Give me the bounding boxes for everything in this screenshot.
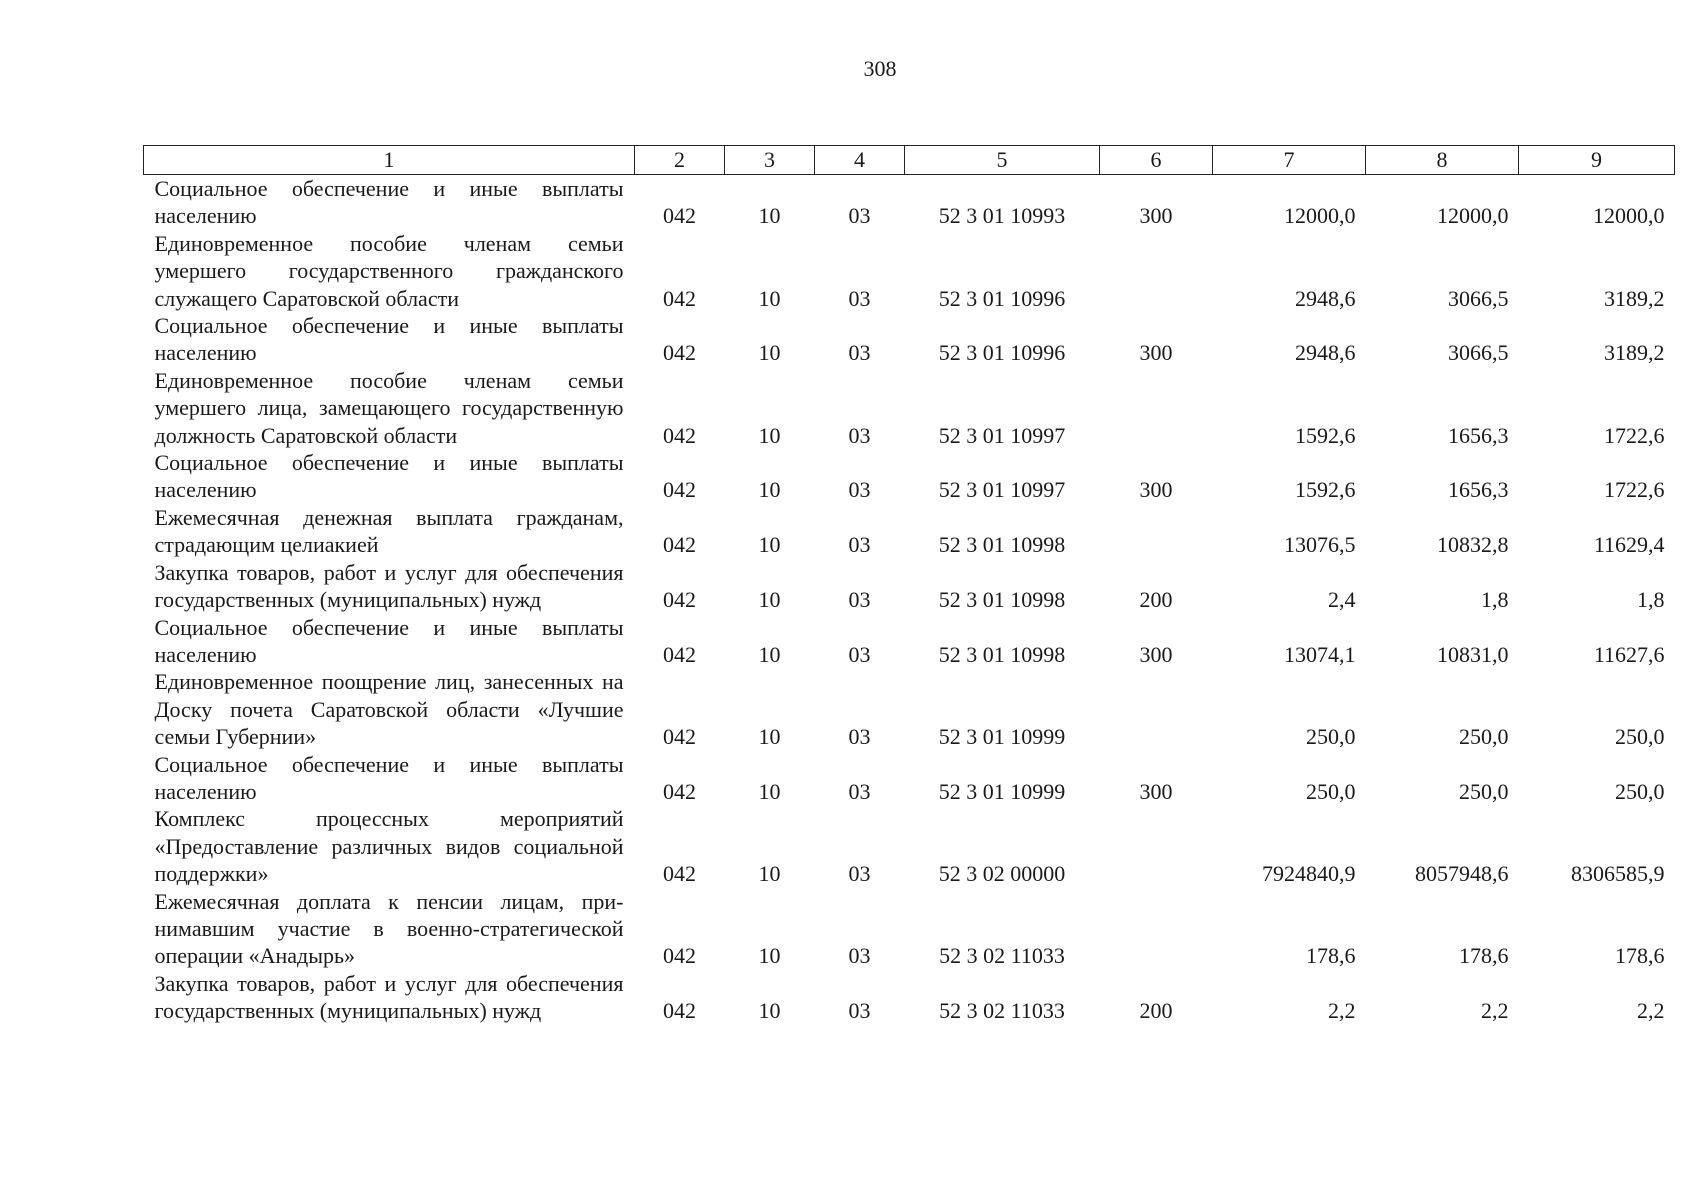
ministry-code: 042 xyxy=(663,861,696,887)
table-row xyxy=(144,449,1675,504)
table-row xyxy=(144,175,1675,230)
ministry-code: 042 xyxy=(663,203,696,229)
amount-year-1: 2,4 xyxy=(1328,587,1356,613)
section-code: 10 xyxy=(758,641,781,667)
column-header: 9 xyxy=(1519,146,1675,175)
table-row xyxy=(144,970,1675,1025)
table-row xyxy=(144,312,1675,367)
amount-year-1: 250,0 xyxy=(1306,778,1356,804)
target-article-code: 52 3 02 00000 xyxy=(938,861,1066,887)
table-row xyxy=(144,805,1675,887)
target-article-code: 52 3 01 10993 xyxy=(938,203,1066,229)
subsection-code: 03 xyxy=(848,998,871,1024)
target-article-code: 52 3 01 10998 xyxy=(938,532,1066,558)
ministry-code: 042 xyxy=(663,532,696,558)
item-name: Социальное обеспечение и иные выплаты населению xyxy=(154,176,624,229)
target-article-code: 52 3 01 10998 xyxy=(938,641,1066,667)
section-code: 10 xyxy=(758,724,781,750)
column-header: 7 xyxy=(1213,146,1366,175)
section-code: 10 xyxy=(758,998,781,1024)
item-name: Ежемесячная денежная выплата гражданам, страдающим целиакией xyxy=(154,504,624,558)
ministry-code: 042 xyxy=(663,422,696,448)
item-name: Ежемесячная доплата к пенсии лицам, принимавшим участие в военно-стратегической операции «Анадырь» xyxy=(154,888,624,969)
target-article-code: 52 3 02 11033 xyxy=(939,998,1065,1024)
subsection-code: 03 xyxy=(848,340,871,366)
table-row xyxy=(144,888,1675,970)
expense-type-code: 300 xyxy=(1139,477,1173,503)
subsection-code: 03 xyxy=(848,724,871,750)
subsection-code: 03 xyxy=(848,778,871,804)
subsection-code: 03 xyxy=(848,641,871,667)
ministry-code: 042 xyxy=(663,587,696,613)
amount-year-1: 2948,6 xyxy=(1295,285,1356,311)
section-code: 10 xyxy=(758,532,781,558)
item-name: Единовременное поощрение лиц, занесенных на Доску почета Саратовской области «Лучшие семьи Губернии» xyxy=(154,669,624,750)
section-code: 10 xyxy=(758,587,781,613)
amount-year-2: 3066,5 xyxy=(1448,285,1509,311)
subsection-code: 03 xyxy=(848,477,871,503)
subsection-code: 03 xyxy=(848,285,871,311)
expense-type-code: 200 xyxy=(1139,998,1173,1024)
column-header: 2 xyxy=(635,146,725,175)
amount-year-1: 13074,1 xyxy=(1284,641,1356,667)
amount-year-2: 10832,8 xyxy=(1437,532,1509,558)
page-number: 308 xyxy=(863,56,897,81)
ministry-code: 042 xyxy=(663,641,696,667)
subsection-code: 03 xyxy=(848,587,871,613)
column-header: 3 xyxy=(725,146,815,175)
table-row xyxy=(144,504,1675,559)
expense-type-code: 200 xyxy=(1139,587,1173,613)
amount-year-1: 2,2 xyxy=(1328,998,1356,1024)
expense-type-code: 300 xyxy=(1139,340,1173,366)
amount-year-2: 12000,0 xyxy=(1437,203,1509,229)
target-article-code: 52 3 01 10996 xyxy=(938,285,1066,311)
subsection-code: 03 xyxy=(848,203,871,229)
amount-year-1: 13076,5 xyxy=(1284,532,1356,558)
table-row xyxy=(144,230,1675,312)
column-header: 1 xyxy=(144,146,635,175)
amount-year-3: 1,8 xyxy=(1637,587,1665,613)
section-code: 10 xyxy=(758,861,781,887)
expense-type-code xyxy=(1100,668,1213,750)
ministry-code: 042 xyxy=(663,724,696,750)
ministry-code: 042 xyxy=(663,285,696,311)
target-article-code: 52 3 01 10997 xyxy=(938,477,1066,503)
expense-type-code xyxy=(1100,367,1213,449)
expense-type-code xyxy=(1100,230,1213,312)
subsection-code: 03 xyxy=(848,943,871,969)
item-name: Единовременное пособие членам семьи умершего государственного гражданского служащего Саратовской области xyxy=(154,230,624,311)
section-code: 10 xyxy=(758,422,781,448)
item-name: Закупка товаров, работ и услуг для обеспечения государственных (муниципальных) нужд xyxy=(154,559,624,613)
ministry-code: 042 xyxy=(663,943,696,969)
expense-type-code: 300 xyxy=(1139,641,1173,667)
column-header: 6 xyxy=(1100,146,1213,175)
table-row xyxy=(144,559,1675,614)
item-name: Единовременное пособие членам семьи умершего лица, замещающего государственную должность Саратовской области xyxy=(154,367,624,448)
amount-year-3: 8306585,9 xyxy=(1571,861,1665,887)
table-row xyxy=(144,751,1675,806)
column-header: 8 xyxy=(1366,146,1519,175)
amount-year-3: 12000,0 xyxy=(1593,203,1665,229)
amount-year-3: 2,2 xyxy=(1637,998,1665,1024)
amount-year-1: 250,0 xyxy=(1306,724,1356,750)
table-row xyxy=(144,367,1675,449)
subsection-code: 03 xyxy=(848,532,871,558)
column-header: 5 xyxy=(905,146,1100,175)
item-name: Социальное обеспечение и иные выплаты населению xyxy=(154,313,624,366)
amount-year-2: 1656,3 xyxy=(1448,422,1509,448)
amount-year-1: 178,6 xyxy=(1306,943,1356,969)
ministry-code: 042 xyxy=(663,998,696,1024)
item-name: Социальное обеспечение и иные выплаты населению xyxy=(154,751,624,804)
table-row xyxy=(144,668,1675,750)
amount-year-3: 3189,2 xyxy=(1604,285,1665,311)
amount-year-3: 1722,6 xyxy=(1604,422,1665,448)
amount-year-2: 3066,5 xyxy=(1448,340,1509,366)
section-code: 10 xyxy=(758,477,781,503)
amount-year-2: 1656,3 xyxy=(1448,477,1509,503)
amount-year-1: 7924840,9 xyxy=(1262,861,1356,887)
budget-table xyxy=(143,145,1675,1025)
expense-type-code xyxy=(1100,504,1213,559)
amount-year-2: 178,6 xyxy=(1459,943,1509,969)
column-header: 4 xyxy=(815,146,905,175)
amount-year-3: 178,6 xyxy=(1615,943,1665,969)
target-article-code: 52 3 02 11033 xyxy=(939,943,1065,969)
amount-year-1: 1592,6 xyxy=(1295,477,1356,503)
amount-year-3: 1722,6 xyxy=(1604,477,1665,503)
amount-year-2: 2,2 xyxy=(1481,998,1509,1024)
item-name: Социальное обеспечение и иные выплаты населению xyxy=(154,450,624,503)
column-number-header-row xyxy=(144,146,1675,175)
subsection-code: 03 xyxy=(848,861,871,887)
expense-type-code: 300 xyxy=(1139,778,1173,804)
amount-year-2: 250,0 xyxy=(1459,724,1509,750)
target-article-code: 52 3 01 10997 xyxy=(938,422,1066,448)
ministry-code: 042 xyxy=(663,778,696,804)
amount-year-2: 250,0 xyxy=(1459,778,1509,804)
amount-year-3: 3189,2 xyxy=(1604,340,1665,366)
amount-year-1: 12000,0 xyxy=(1284,203,1356,229)
section-code: 10 xyxy=(758,285,781,311)
amount-year-2: 8057948,6 xyxy=(1415,861,1509,887)
target-article-code: 52 3 01 10999 xyxy=(938,724,1066,750)
expense-type-code xyxy=(1100,888,1213,970)
amount-year-2: 1,8 xyxy=(1481,587,1509,613)
target-article-code: 52 3 01 10996 xyxy=(938,340,1066,366)
amount-year-3: 11629,4 xyxy=(1593,532,1665,558)
amount-year-3: 11627,6 xyxy=(1593,641,1665,667)
target-article-code: 52 3 01 10999 xyxy=(938,778,1066,804)
section-code: 10 xyxy=(758,943,781,969)
amount-year-1: 1592,6 xyxy=(1295,422,1356,448)
target-article-code: 52 3 01 10998 xyxy=(938,587,1066,613)
ministry-code: 042 xyxy=(663,477,696,503)
ministry-code: 042 xyxy=(663,340,696,366)
section-code: 10 xyxy=(758,203,781,229)
expense-type-code xyxy=(1100,805,1213,887)
amount-year-3: 250,0 xyxy=(1615,778,1665,804)
item-name: Закупка товаров, работ и услуг для обеспечения государственных (муниципальных) нужд xyxy=(154,970,624,1024)
item-name: Комплекс процессных мероприятий «Предоставление различных видов социальной поддержки» xyxy=(154,806,624,887)
table-row xyxy=(144,614,1675,669)
section-code: 10 xyxy=(758,340,781,366)
amount-year-1: 2948,6 xyxy=(1295,340,1356,366)
section-code: 10 xyxy=(758,778,781,804)
amount-year-3: 250,0 xyxy=(1615,724,1665,750)
amount-year-2: 10831,0 xyxy=(1437,641,1509,667)
item-name: Социальное обеспечение и иные выплаты населению xyxy=(154,614,624,667)
subsection-code: 03 xyxy=(848,422,871,448)
expense-type-code: 300 xyxy=(1139,203,1173,229)
